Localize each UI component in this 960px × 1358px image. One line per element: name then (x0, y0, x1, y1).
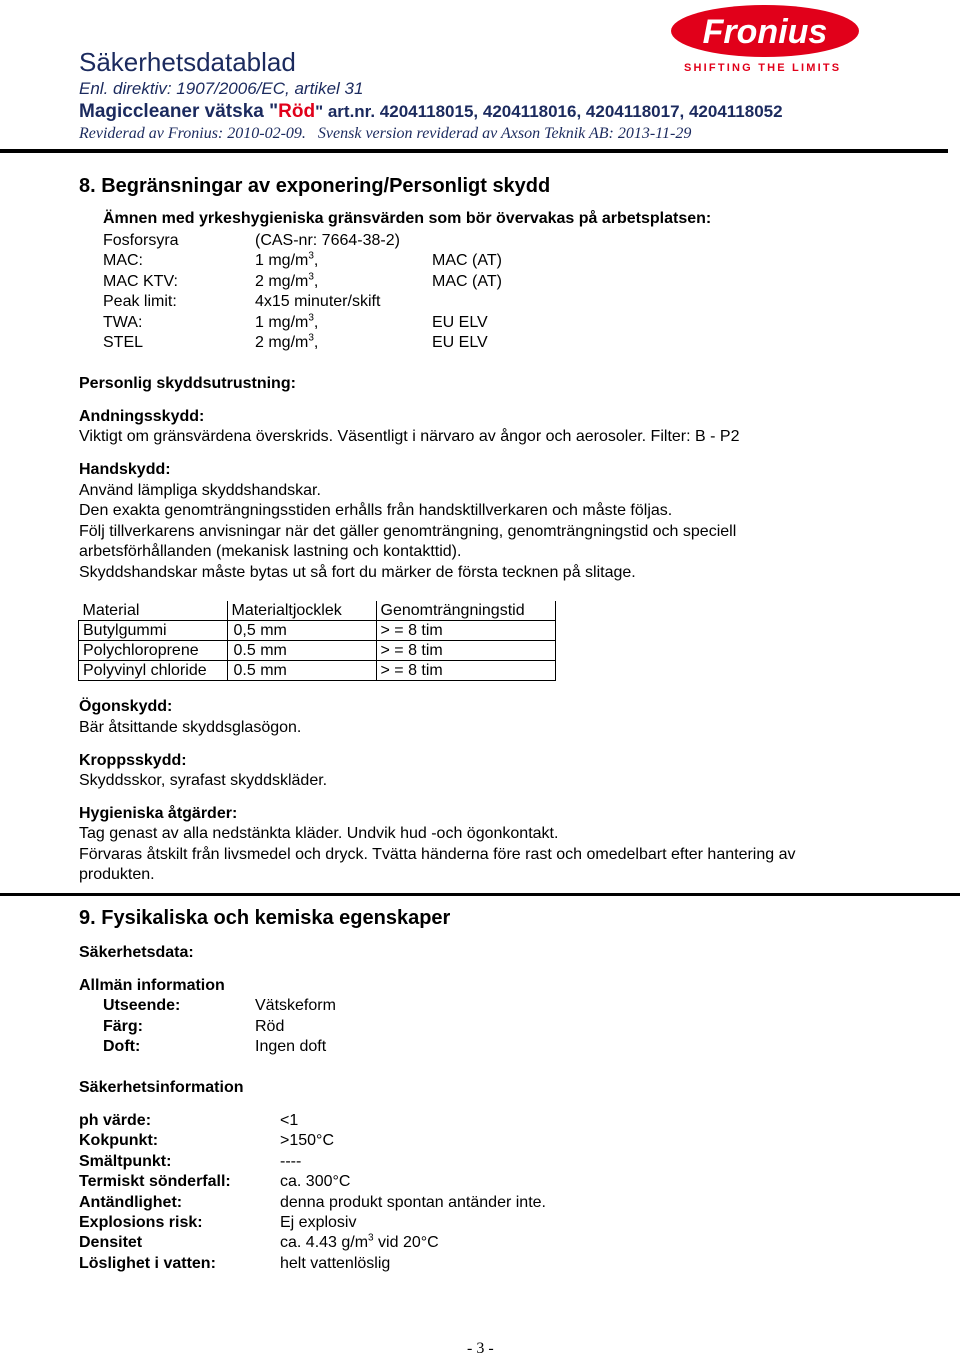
table-cell: Butylgummi (79, 621, 228, 641)
revision-line (79, 124, 691, 144)
property-label: ph värde: (79, 1112, 152, 1129)
property-value: ca. 300°C (280, 1173, 351, 1190)
hygiene-line: Förvaras åtskilt från livsmedel och dryck. Tvätta händerna före rast och omedelbart efter hantering av (79, 846, 796, 863)
property-value: ---- (280, 1153, 302, 1170)
safety-data-heading: Säkerhetsdata: (79, 944, 194, 961)
page-number: - 3 - (467, 1340, 494, 1357)
hand-line: Använd lämpliga skyddshandskar. (79, 482, 321, 499)
eye-heading: Ögonskydd: (79, 698, 173, 715)
hand-line: arbetsförhållanden (mekanisk lastning och kontakttid). (79, 543, 462, 560)
limit-label: STEL (103, 334, 144, 351)
property-label: Kokpunkt: (79, 1132, 159, 1149)
table-cell: > = 8 tim (376, 621, 555, 641)
safety-info-heading: Säkerhetsinformation (79, 1079, 244, 1096)
hand-line: Följ tillverkarens anvisningar när det gäller genomträngning, genomträngningstid och speciell (79, 523, 737, 540)
hygiene-heading: Hygieniska åtgärder: (79, 805, 238, 822)
hand-line: Den exakta genomträngningsstiden erhålls från handsktillverkaren och måste följas. (79, 502, 673, 519)
swedish-version-note: Svensk version reviderad av Axson Teknik AB: 2013-11-29 (317, 125, 692, 142)
general-value: Ingen doft (255, 1038, 327, 1055)
table-header-cell: Materialtjocklek (227, 601, 376, 621)
table-row (79, 621, 556, 641)
general-value: Vätskeform (255, 997, 336, 1014)
table-cell: Polyvinyl chloride (79, 661, 228, 681)
hygiene-line: produkten. (79, 866, 155, 883)
property-label: Antändlighet: (79, 1194, 183, 1211)
section-9-heading: 9. Fysikaliska och kemiska egenskaper (79, 907, 451, 929)
general-value: Röd (255, 1018, 285, 1035)
property-label: Densitet (79, 1234, 143, 1251)
general-label: Färg: (103, 1018, 143, 1035)
fronius-logo-wordmark: Fronius (702, 13, 828, 51)
limit-value: 1 $mg/m^3$, (255, 312, 319, 331)
product-name: Magiccleaner vätska " (79, 101, 279, 122)
property-value: Ej explosiv (280, 1214, 357, 1231)
limit-source: MAC (AT) (432, 252, 502, 269)
body-heading: Kroppsskydd: (79, 752, 187, 769)
property-value: helt vattenlöslig (280, 1255, 391, 1272)
document-title: Säkerhetsdatablad (79, 47, 296, 77)
limit-source: EU ELV (432, 334, 488, 351)
table-row (79, 641, 556, 661)
limit-label: MAC: (103, 252, 143, 269)
fronius-logo (668, 3, 862, 75)
limit-value: 4x15 minuter/skift (255, 293, 381, 310)
property-label: Smältpunkt: (79, 1153, 172, 1170)
table-header-row (79, 601, 556, 621)
table-cell: > = 8 tim (376, 641, 555, 661)
property-value: ca. 4.43 $g/m^3$ vid 20°C (280, 1232, 439, 1251)
property-label: Termiskt sönderfall: (79, 1173, 231, 1190)
respiratory-text: Viktigt om gränsvärdena överskrids. Väsentligt i närvaro av ångor och aerosoler. Filter: B - P2 (79, 428, 740, 445)
hygiene-line: Tag genast av alla nedstänkta kläder. Undvik hud -och ögonkontakt. (79, 825, 559, 842)
table-header-cell: Material (79, 601, 228, 621)
limits-heading: Ämnen med yrkeshygieniska gränsvärden som bör övervakas på arbetsplatsen: (103, 210, 712, 227)
table-row (79, 661, 556, 681)
general-info-heading: Allmän information (79, 977, 225, 994)
limit-value: 2 $mg/m^3$, (255, 271, 319, 290)
product-line (79, 100, 783, 124)
property-value: <1 (280, 1112, 299, 1129)
eye-text: Bär åtsittande skyddsglasögon. (79, 719, 302, 736)
section-divider (0, 893, 960, 896)
body-text: Skyddsskor, syrafast skyddskläder. (79, 772, 328, 789)
article-numbers: " art.nr. 4204118015, 4204118016, 4204118017, 4204118052 (315, 102, 783, 121)
hand-heading: Handskydd: (79, 461, 171, 478)
limit-source: MAC (AT) (432, 273, 502, 290)
hand-line: Skyddshandskar måste bytas ut så fort du märker de första tecknen på slitage. (79, 564, 636, 581)
limit-label: Peak limit: (103, 293, 177, 310)
directive-reference: Enl. direktiv: 1907/2006/EC, artikel 31 (79, 79, 364, 98)
limit-value: 2 $mg/m^3$, (255, 332, 319, 351)
ppe-heading: Personlig skyddsutrustning: (79, 375, 296, 392)
fronius-tagline: SHIFTING THE LIMITS (684, 62, 842, 74)
header-divider (0, 149, 948, 153)
general-label: Doft: (103, 1038, 141, 1055)
table-header-cell: Genomträngningstid (376, 601, 555, 621)
glove-material-table (78, 601, 556, 681)
substance-name: Fosforsyra (103, 232, 179, 249)
property-value: denna produkt spontan antänder inte. (280, 1194, 546, 1211)
table-cell: 0.5 mm (227, 641, 376, 661)
table-cell: 0.5 mm (227, 661, 376, 681)
general-label: Utseende: (103, 997, 181, 1014)
property-value: >150°C (280, 1132, 334, 1149)
product-color-red: Röd (278, 101, 316, 122)
property-label: Explosions risk: (79, 1214, 203, 1231)
table-cell: > = 8 tim (376, 661, 555, 681)
limit-source: EU ELV (432, 314, 488, 331)
limit-value: 1 $mg/m^3$, (255, 250, 319, 269)
limit-label: MAC KTV: (103, 273, 178, 290)
limit-label: TWA: (103, 314, 143, 331)
revised-by-fronius: Reviderad av Fronius: 2010-02-09. (79, 125, 306, 142)
property-label: Löslighet i vatten: (79, 1255, 216, 1272)
substance-cas: (CAS-nr: 7664-38-2) (255, 232, 400, 249)
table-cell: 0,5 mm (227, 621, 376, 641)
section-8-heading: 8. Begränsningar av exponering/Personligt skydd (79, 175, 551, 197)
respiratory-heading: Andningsskydd: (79, 408, 205, 425)
table-cell: Polychloroprene (79, 641, 228, 661)
fronius-logo-emblem (668, 3, 862, 61)
